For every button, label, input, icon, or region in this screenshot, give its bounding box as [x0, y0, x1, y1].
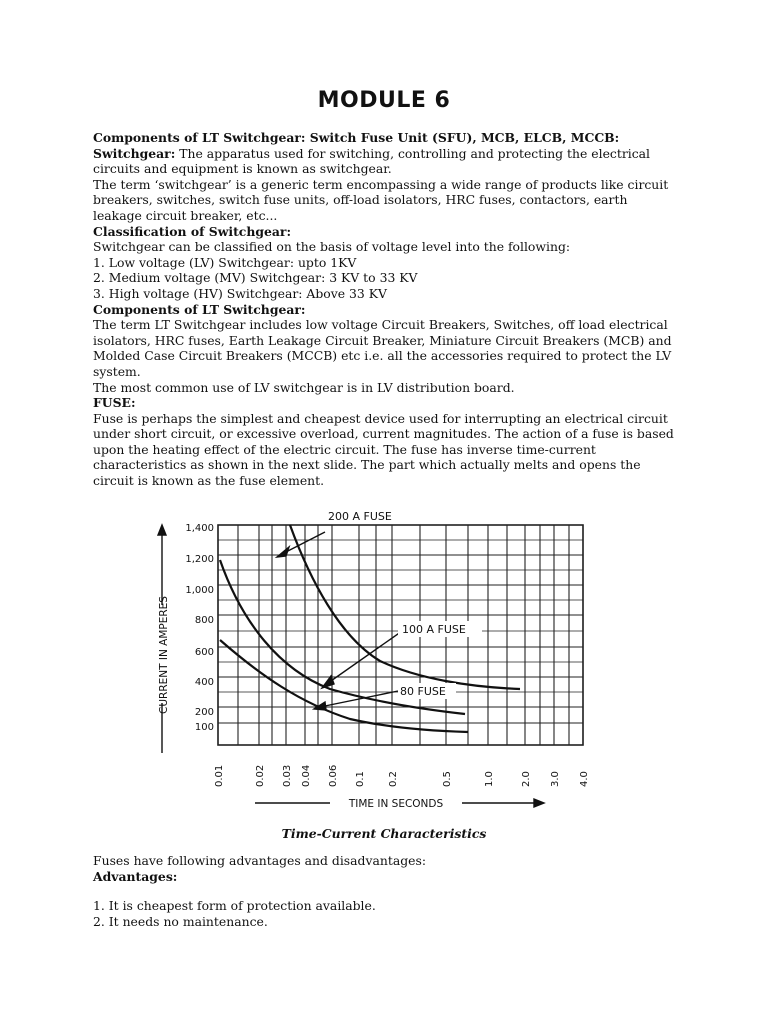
advantages-heading: Advantages:	[93, 868, 178, 884]
x-tick-label: 0.03	[282, 764, 293, 787]
x-tick-label: 4.0	[579, 771, 590, 787]
x-tick-label: 0.2	[388, 771, 399, 787]
x-tick-label: 2.0	[521, 771, 532, 787]
y-tick-label: 1,200	[185, 554, 214, 565]
x-tick-label: 1.0	[484, 771, 495, 787]
y-tick-label: 800	[194, 615, 214, 626]
fuse-paragraph: Fuse is perhaps the simplest and cheapest device used for interrupting an electrical circuit under short circuit, or excessive overload, current magnitudes. The action of a fuse is based upon the heating effect of the electric circuit. The fuse has inverse time-current characteristics as shown in the next slide. The part which actually melts and opens the circuit is known as the fuse element.	[93, 410, 674, 489]
switchgear-paragraph	[93, 146, 678, 177]
y-tick-label: 100	[194, 722, 214, 733]
advantage-item: 2. It needs no maintenance.	[93, 913, 268, 929]
advantage-item: 1. It is cheapest form of protection available.	[93, 898, 376, 914]
lt-heading: Components of LT Switchgear:	[93, 301, 306, 317]
y-axis-label: CURRENT IN AMPERES	[158, 596, 170, 714]
class-item: 2. Medium voltage (MV) Switchgear: 3 KV to 33 KV	[93, 270, 418, 286]
x-tick-label: 0.06	[328, 764, 339, 787]
label-200a-fuse: 200 A FUSE	[328, 510, 392, 523]
class-item: 3. High voltage (HV) Switchgear: Above 33 KV	[93, 285, 387, 301]
label-100a-fuse: 100 A FUSE	[402, 623, 466, 636]
switchgear-text: The apparatus used for switching, controlling and protecting the electrical circuits and equipment is known as switchgear.	[93, 145, 650, 177]
y-tick-label: 1,400	[185, 523, 214, 534]
class-item: 1. Low voltage (LV) Switchgear: upto 1KV	[93, 254, 357, 270]
fuse-heading: FUSE:	[93, 395, 136, 411]
x-tick-label: 0.1	[355, 771, 366, 787]
time-current-figure	[150, 505, 600, 825]
x-tick-label: 0.02	[255, 764, 266, 787]
x-tick-label: 0.5	[442, 771, 453, 787]
y-tick-label: 1,000	[185, 585, 214, 596]
figure-caption: Time-Current Characteristics	[281, 826, 487, 841]
advantages-intro: Fuses have following advantages and disadvantages:	[93, 853, 427, 868]
label-80-fuse: 80 FUSE	[400, 685, 446, 698]
body-text	[93, 130, 678, 489]
y-tick-label: 400	[194, 677, 214, 688]
components-heading: Components of LT Switchgear: Switch Fuse Unit (SFU), MCB, ELCB, MCCB:	[93, 130, 620, 145]
tail-text	[93, 853, 678, 929]
y-tick-label: 600	[194, 647, 214, 658]
x-tick-label: 0.04	[301, 764, 312, 787]
x-tick-label: 0.01	[214, 764, 225, 787]
lt-paragraph: The term LT Switchgear includes low voltage Circuit Breakers, Switches, off load electrical isolators, HRC fuses, Earth Leakage Circuit Breaker, Miniature Circuit Breakers (MCB) and Molded Case Circuit Breakers (MCCB) etc i.e. all the accessories required to protect the LV system.	[93, 317, 672, 379]
page-title: MODULE 6	[317, 88, 451, 113]
x-axis-label: TIME IN SECONDS	[348, 798, 444, 810]
term-paragraph: The term ‘switchgear’ is a generic term encompassing a wide range of products like circuit breakers, switches, switch fuse units, off-load isolators, HRC fuses, contactors, earth leakage circuit breaker, etc...	[93, 176, 669, 223]
x-tick-label: 3.0	[550, 771, 561, 787]
switchgear-label: Switchgear:	[93, 145, 176, 161]
lv-paragraph: The most common use of LV switchgear is in LV distribution board.	[93, 379, 515, 395]
classification-heading: Classification of Switchgear:	[93, 223, 292, 239]
y-tick-label: 200	[194, 707, 214, 718]
classification-intro: Switchgear can be classified on the basis of voltage level into the following:	[93, 239, 571, 255]
